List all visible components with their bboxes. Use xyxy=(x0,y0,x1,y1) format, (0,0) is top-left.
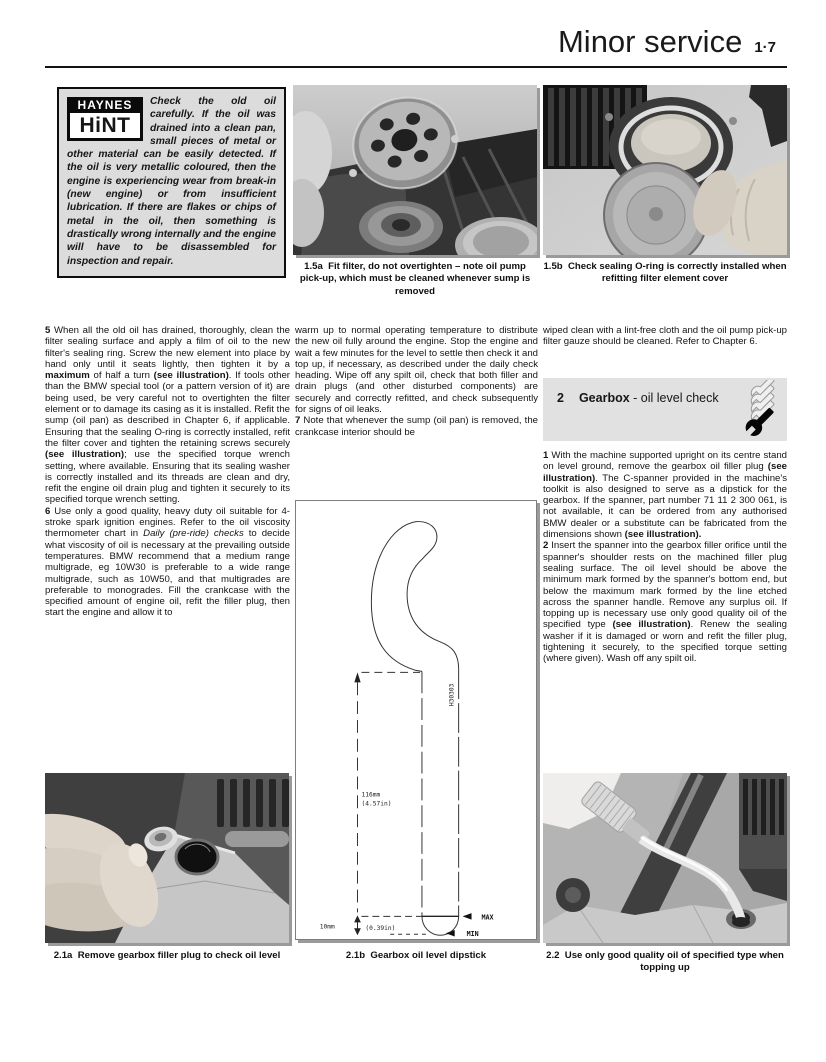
text-column-1 xyxy=(45,325,290,619)
drawing-reference-number: H30303 xyxy=(448,683,456,707)
dipstick-offset-in-label: (0.39in) xyxy=(365,925,396,933)
drawing-gearbox-dipstick xyxy=(295,500,537,940)
photo-sealing-o-ring xyxy=(543,85,787,255)
page-title: Minor service xyxy=(557,24,743,59)
min-mark-label: MIN xyxy=(466,930,479,939)
figure-caption-21a: 2.1a Remove gearbox filler plug to check oil level xyxy=(53,950,281,961)
text-column-3-bottom xyxy=(543,450,787,665)
text-column-3-top xyxy=(543,325,787,348)
paragraph-5: 5 When all the old oil has drained, thoroughly, clean the filter sealing surface and apply a film of oil to the new filter's sealing ring. Screw the new element into place by hand only until it seats lightly, then tighten it by a maximum of half a turn (see illustration). If tools other than the BMW special tool (or a pattern version of it) are being used, be very careful not to overtighten the filter element or to damage its casing as it is installed. Refit the sump (oil pan) as described in Chapter 6, if applicable. Ensuring that the sealing O-ring is correctly installed, refit the filter cover and tighten the retaining screws securely (see illustration); use the specified torque wrench setting, where available. Ensuring that its sealing washer is correctly installed and its threads are clean and dry, refit the engine oil drain plug and tighten it securely to its specified torque wrench setting. xyxy=(45,325,291,506)
topping-up-photo-image xyxy=(543,773,787,943)
dipstick-drawing-image xyxy=(296,501,536,939)
photo-gearbox-topping-up xyxy=(543,773,787,943)
section-number: 2 xyxy=(557,391,564,405)
paragraph-6-continued: warm up to normal operating temperature to distribute the new oil fully around the engine. Stop the engine and wait a few minutes for the level to settle then check it and top up, if necessary, as described under the daily check heading. Wipe off any spilt oil, check that both filler and drain plugs (and other disturbed components) are securely and correctly refitted, and check subsequently for signs of oil leaks. xyxy=(295,325,538,416)
hint-text: Check the old oil carefully. If the oil was drained into a clean pan, small pieces of metal or other material can be easily detected. If the oil is very metallic coloured, then the engine is experiencing wear from break-in (new engine) or from insufficient lubrication. If there are flakes or chips of metal in the oil, then something is drastically wrong internally and the engine will have to be disassembled for inspection and repair. xyxy=(67,96,276,267)
section-2-title-row xyxy=(557,391,735,405)
paragraph-g2: 2 Insert the spanner into the gearbox filler orifice until the spanner's shoulder rests on the machined filler plug sealing surface. The oil level should be above the minimum mark formed by the spanner's bottom end, but below the maximum mark formed by the line etched across the spanner handle. Remove any surplus oil. If topping up is necessary use only good quality oil of the specified type (see illustration). Renew the sealing washer if it is damaged or worn and refit the filler plug, tightening it securely, to the specified torque setting (where given). Wash off any spilt oil. xyxy=(543,540,787,665)
figure-caption-21b: 2.1b Gearbox oil level dipstick xyxy=(345,950,487,961)
paragraph-g1: 1 With the machine supported upright on its centre stand on level ground, remove the gearbox oil filler plug (see illustration). The C-spanner provided in the machine's toolkit is also designed to serve as a dipstick for the gearbox. If the spanner, part number 71 11 2 300 061, is not available, it can be ordered from any authorised BMW dealer or a substitute can be fabricated from the dimensions shown (see illustration). xyxy=(543,450,787,541)
hint-logo-text: HiNT xyxy=(67,113,143,141)
section-title-name: Gearbox xyxy=(578,391,630,405)
haynes-hint-box xyxy=(57,87,286,278)
spanner-rating-icon xyxy=(737,380,781,439)
max-mark-label: MAX xyxy=(481,913,494,922)
figure-caption-22: 2.2 Use only good quality oil of specified type when topping up xyxy=(546,950,784,974)
paragraph-7-continued: wiped clean with a lint-free cloth and the oil pump pick-up filter gauze should be cleaned. Refer to Chapter 6. xyxy=(543,325,787,348)
haynes-logo-text: HAYNES xyxy=(67,97,143,113)
o-ring-photo-image xyxy=(543,85,787,255)
dipstick-length-in-label: (4.57in) xyxy=(361,800,392,808)
haynes-hint-logo xyxy=(67,97,143,141)
photo-oil-filter-fitting xyxy=(293,85,537,255)
figure-caption-15b: 1.5b Check sealing O-ring is correctly installed when refitting filter element cover xyxy=(543,261,787,285)
text-column-2 xyxy=(295,325,538,438)
paragraph-7: 7 Note that whenever the sump (oil pan) is removed, the crankcase interior should be xyxy=(295,415,538,438)
page-header xyxy=(558,24,776,60)
header-rule xyxy=(45,66,787,68)
section-2-heading xyxy=(543,378,787,441)
dipstick-length-mm-label: 116mm xyxy=(361,791,381,799)
section-title-suffix: - oil level check xyxy=(629,391,719,405)
photo-gearbox-filler-plug xyxy=(45,773,289,943)
paragraph-6: 6 Use only a good quality, heavy duty oil suitable for 4-stroke spark ignition engines. Refer to the oil viscosity thermometer chart in Daily (pre-ride) checks to decide what viscosity of oil is necessary at the prevailing outside temperatures. BMW recommend that a medium range multigrade, eg 10W30 is preferable to a wide range multigrade, such as 10W50, and that multigrades are preferable to monogrades. Fill the crankcase with the specified amount of engine oil, refit the filler plug, then start the engine and allow it to xyxy=(45,505,290,619)
figure-caption-15a: 1.5a Fit filter, do not overtighten – note oil pump pick-up, which must be cleaned whenever sump is removed xyxy=(299,261,531,297)
filler-plug-photo-image xyxy=(45,773,289,943)
page-number: 1·7 xyxy=(754,39,776,56)
dipstick-offset-mm-label: 10mm xyxy=(319,923,335,931)
section-title xyxy=(579,391,719,405)
oil-filter-photo-image xyxy=(293,85,537,255)
